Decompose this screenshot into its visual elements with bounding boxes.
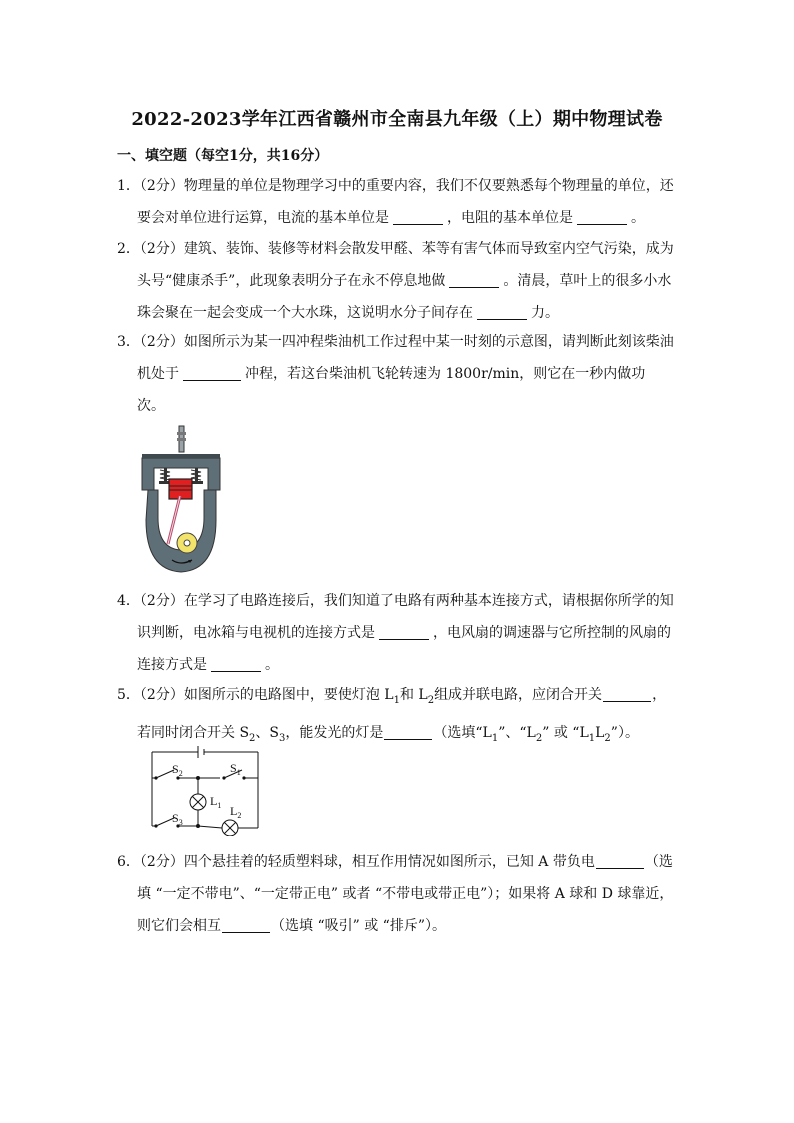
lamp-l2-icon xyxy=(222,820,238,836)
q6-line-3: 则它们会相互 （选填 “吸引” 或 “排斥”）。 xyxy=(117,910,687,942)
question-4 xyxy=(117,585,687,681)
answer-blank[interactable] xyxy=(211,653,261,672)
lamp-l1-icon xyxy=(190,794,206,810)
q2-line-1: 2．（2分）建筑、装饰、装修等材料会散发甲醛、苯等有害气体而导致室内空气污染，成为 xyxy=(117,241,674,257)
answer-blank[interactable] xyxy=(393,206,443,225)
label-s1: $S_1$ xyxy=(230,761,241,777)
answer-blank[interactable] xyxy=(379,621,429,640)
section-heading: 一、填空题（每空1分，共16分） xyxy=(117,148,329,164)
page-title: 2022-2023学年江西省赣州市全南县九年级（上）期中物理试卷 xyxy=(131,109,663,130)
question-2 xyxy=(117,233,687,329)
answer-blank[interactable] xyxy=(449,269,499,288)
crankcase xyxy=(146,490,216,572)
answer-blank[interactable] xyxy=(577,206,627,225)
q4-line-3: 连接方式是 。 xyxy=(117,649,687,681)
label-l2: $L_2$ xyxy=(230,804,242,820)
q4-line-2: 识判断，电冰箱与电视机的连接方式是 ，电风扇的调速器与它所控制的风扇的 xyxy=(117,617,687,649)
q5-line-1: 5．（2分）如图所示的电路图中，要使灯泡 $L_1$和 $L_2$组成并联电路，应闭合开关 ， xyxy=(117,679,687,717)
question-1 xyxy=(117,170,687,234)
answer-blank[interactable] xyxy=(603,683,651,702)
q1-line-1: 1．（2分）物理量的单位是物理学习中的重要内容，我们不仅要熟悉每个物理量的单位，还 xyxy=(117,178,674,194)
circuit-diagram xyxy=(140,744,264,836)
answer-blank[interactable] xyxy=(384,721,432,740)
q3-line-2: 机处于 冲程，若这台柴油机飞轮转速为 1800r/min，则它在一秒内做功 xyxy=(117,358,687,390)
label-s2: $S_2$ xyxy=(172,762,183,778)
label-l1: $L_1$ xyxy=(210,794,222,810)
q6-line-1: 6．（2分）四个悬挂着的轻质塑料球，相互作用情况如图所示，已知 A 带负电 （选 xyxy=(117,846,687,878)
answer-blank[interactable] xyxy=(477,301,527,320)
q3-line-1: 3．（2分）如图所示为某一四冲程柴油机工作过程中某一时刻的示意图，请判断此刻该柴油 xyxy=(117,334,674,350)
answer-blank[interactable] xyxy=(222,914,270,933)
diesel-engine-figure xyxy=(138,424,224,580)
label-s3: $S_3$ xyxy=(172,811,183,827)
q6-line-2: 填 “一定不带电”、“一定带正电” 或者 “不带电或带正电”）；如果将 A 球和 D 球靠近， xyxy=(137,886,674,902)
question-6 xyxy=(117,846,687,942)
q2-line-3: 珠会聚在一起会变成一个大水珠，这说明水分子间存在 力。 xyxy=(117,297,687,329)
answer-blank[interactable] xyxy=(183,362,241,381)
q5-line-2: 若同时闭合开关 $S_2$、$S_3$，能发光的灯是 （选填“$L_1$”、“$L_2$” 或 “$L_1L_2$”）。 xyxy=(117,717,687,755)
question-3 xyxy=(117,326,687,422)
q3-line-3: 次。 xyxy=(137,398,165,414)
q4-line-1: 4．（2分）在学习了电路连接后，我们知道了电路有两种基本连接方式，请根据你所学的知 xyxy=(117,593,674,609)
q1-line-2: 要会对单位进行运算，电流的基本单位是 ，电阻的基本单位是 。 xyxy=(117,202,687,234)
q2-line-2: 头号“健康杀手”，此现象表明分子在永不停息地做 。清晨，草叶上的很多小水 xyxy=(117,265,687,297)
answer-blank[interactable] xyxy=(596,850,644,869)
piston xyxy=(169,479,192,499)
